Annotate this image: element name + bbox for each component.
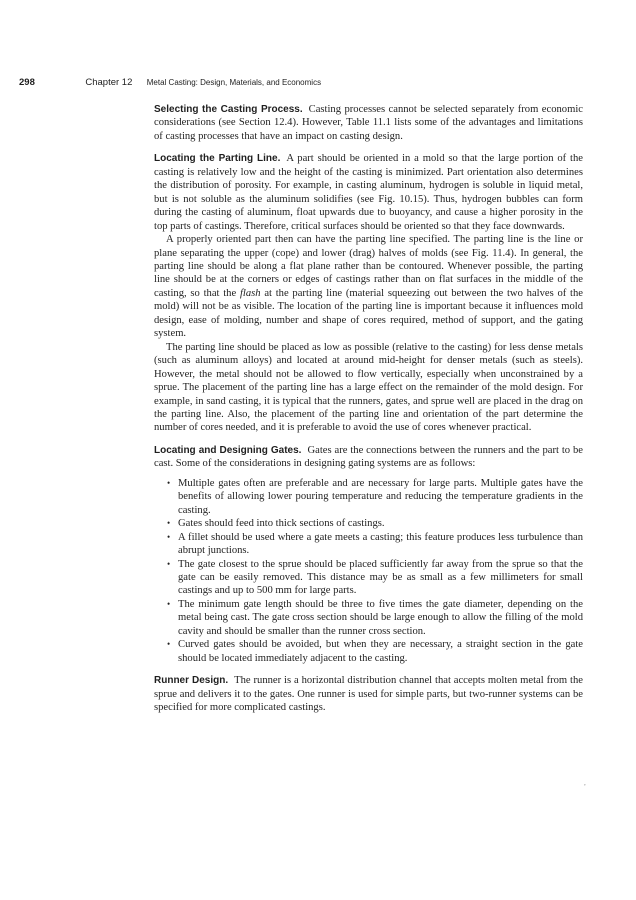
list-item: [167, 558, 583, 598]
parting-line-text-2b: at the parting line (material squeezing out between the two halves of the mold) will not be as visible. The location of the parting line is important because it influences mold design, ease of molding, number and shape of cores required, method of support, and the gating system.: [154, 287, 583, 340]
gates-bullet-list: [154, 477, 583, 665]
list-item: [167, 517, 583, 530]
bullet-icon: •: [167, 531, 171, 542]
running-head: [19, 77, 579, 89]
bullet-icon: •: [167, 639, 171, 650]
runner-text: The runner is a horizontal distribution channel that accepts molten metal from the sprue and delivers it to the gates. One runner is used for simple parts, but two-runner systems can be specified for more complicated castings.: [154, 675, 583, 714]
casting-process-text: Casting processes cannot be selected separately from economic considerations (see Section 12.4). However, Table 11.1 lists some of the advantages and limitations of casting processes that have an impact on casting design.: [154, 104, 583, 142]
section-heading-gates: Locating and Designing Gates.: [154, 444, 302, 456]
gates-paragraph: [154, 444, 583, 471]
section-runner-design: [154, 674, 583, 714]
bullet-icon: •: [167, 598, 171, 609]
parting-line-text-3: The parting line should be placed as low as possible (relative to the casting) for less dense metals (such as aluminum alloys) and located at around mid-height for denser metals (such as steels). However, the metal should not be allowed to flow vertically, especially when unconstrained by a sprue. The placement of the parting line has a large effect on the remainder of the mold design. For example, in sand casting, it is typical that the runners, gates, and sprue well are placed in the drag on the parting line. Also, the placement of the parting line and orientation of the part determine the number of cores needed, and it is preferable to avoid the use of cores whenever practical.: [154, 341, 583, 434]
bullet-icon: •: [167, 477, 171, 488]
body-text-column: [154, 103, 583, 723]
bullet-text: The gate closest to the sprue should be placed sufficiently far away from the sprue so that the gate can be easily removed. This distance may be as small as a few millimeters for small castings and up to 500 mm for large parts.: [178, 558, 583, 597]
flash-term: flash: [239, 287, 261, 299]
bullet-icon: •: [167, 558, 171, 569]
chapter-title: Metal Casting: Design, Materials, and Economics: [146, 78, 322, 87]
runner-paragraph: [154, 674, 583, 714]
bullet-icon: •: [167, 518, 171, 529]
parting-line-text-2a: A properly oriented part then can have the parting line specified. The parting line is the line or plane separating the upper (cope) and lower (drag) halves of molds (see Fig. 11.4). In general, the parting line should be along a flat plane rather than be contoured. Whenever possible, the parting line should be at the corners or edges of castings rather than on flat surfaces in the middle of the casting, so that the: [154, 234, 583, 299]
corner-mark: ,: [584, 779, 586, 787]
bullet-text: Multiple gates often are preferable and are necessary for large parts. Multiple gates have the benefits of allowing lower pouring temperature and reducing the temperature gradients in the casting.: [178, 477, 583, 516]
section-heading-parting-line: Locating the Parting Line.: [154, 153, 281, 165]
parting-line-paragraph-2: [154, 233, 583, 341]
list-item: [167, 477, 583, 517]
section-selecting-casting-process: [154, 103, 583, 143]
parting-line-paragraph-3: [154, 341, 583, 435]
section-parting-line: [154, 152, 583, 435]
bullet-text: Gates should feed into thick sections of castings.: [178, 518, 385, 530]
bullet-text: The minimum gate length should be three to five times the gate diameter, depending on the metal being cast. The gate cross section should be large enough to allow the filling of the mold cavity and should be smaller than the runner cross section.: [178, 598, 583, 637]
page-number: 298: [19, 77, 35, 88]
section-heading-runner: Runner Design.: [154, 675, 229, 687]
bullet-text: Curved gates should be avoided, but when they are necessary, a straight section in the gate should be located immediately adjacent to the casting.: [178, 639, 583, 664]
section-gates: [154, 444, 583, 665]
list-item: [167, 598, 583, 638]
section-heading-casting-process: Selecting the Casting Process.: [154, 104, 303, 115]
gates-text: Gates are the connections between the runners and the part to be cast. Some of the considerations in designing gating systems are as follows:: [154, 444, 583, 470]
list-item: [167, 638, 583, 665]
chapter-label: Chapter 12: [85, 77, 133, 88]
list-item: [167, 531, 583, 558]
parting-line-paragraph-1: [154, 152, 583, 233]
casting-process-paragraph: [154, 103, 583, 143]
bullet-text: A fillet should be used where a gate meets a casting; this feature produces less turbulence than abrupt junctions.: [178, 531, 583, 557]
parting-line-text-1: A part should be oriented in a mold so that the large portion of the casting is relatively low and the height of the casting is minimized. Part orientation also determines the distribution of porosity. For example, in casting aluminum, hydrogen is soluble in liquid metal, but is not soluble as the aluminum solidifies (see Fig. 10.15). Thus, hydrogen bubbles can form during the casting of aluminum, float upwards due to buoyancy, and cause a higher porosity in the top parts of castings. Therefore, critical surfaces should be oriented so that they face downwards.: [154, 153, 583, 232]
